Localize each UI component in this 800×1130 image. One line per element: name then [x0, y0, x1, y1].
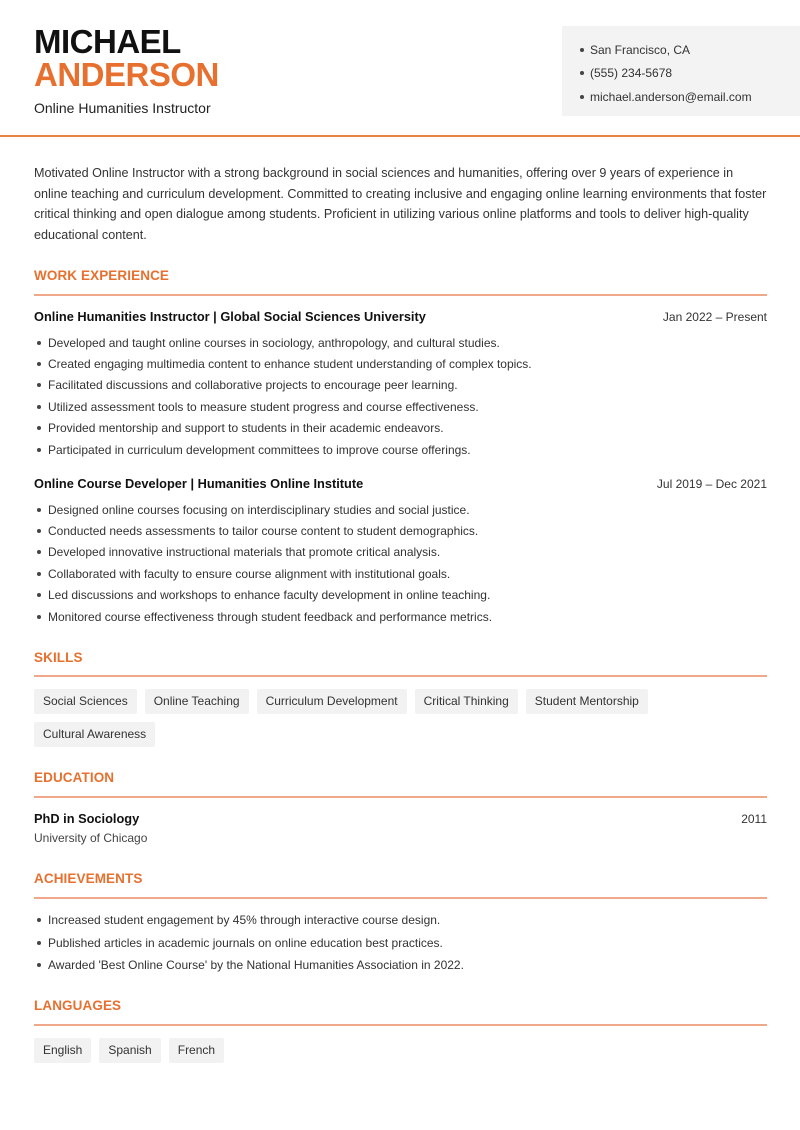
graduation-year: 2011: [741, 812, 767, 826]
education-header: [34, 811, 767, 826]
list-item: Participated in curriculum development committees to improve course offerings.: [34, 439, 532, 460]
degree: PhD in Sociology: [34, 811, 140, 826]
bullet-icon: [37, 508, 41, 512]
list-item: Provided mentorship and support to students in their academic endeavors.: [34, 418, 532, 439]
contact-box: [562, 26, 800, 116]
list-item: Conducted needs assessments to tailor course content to student demographics.: [34, 520, 492, 541]
bullet-icon: [37, 941, 41, 945]
section-title-skills: SKILLS: [34, 650, 83, 665]
skill-chip: Online Teaching: [145, 689, 249, 714]
section-title-education: EDUCATION: [34, 770, 115, 785]
bullet-icon: [37, 362, 41, 366]
list-item: Utilized assessment tools to measure student progress and course effectiveness.: [34, 396, 532, 417]
last-name: ANDERSON: [34, 56, 219, 93]
bullet-icon: [580, 71, 584, 75]
section-divider: [34, 675, 767, 677]
summary: Motivated Online Instructor with a strong background in social sciences and humanities, offering over 9 years of experience in online teaching and curriculum development. Committed to creating inclusive and engaging online learning environments that foster critical thinking and open dialogue among students. Proficient in utilizing various online platforms and tools to deliver high-quality educational content.: [34, 166, 767, 243]
bullet-icon: [37, 341, 41, 345]
job-bullets: [34, 332, 532, 460]
section-title-languages: LANGUAGES: [34, 998, 122, 1013]
bullet-icon: [37, 963, 41, 967]
bullet-icon: [580, 48, 584, 52]
list-item: Monitored course effectiveness through student feedback and performance metrics.: [34, 606, 492, 627]
languages-list: [34, 1038, 767, 1063]
skill-chip: Cultural Awareness: [34, 722, 155, 747]
bullet-icon: [37, 405, 41, 409]
section-divider: [34, 1024, 767, 1026]
language-chip: French: [169, 1038, 224, 1063]
section-title-achievements: ACHIEVEMENTS: [34, 871, 143, 886]
bullet-icon: [580, 95, 584, 99]
skill-chip: Student Mentorship: [526, 689, 648, 714]
bullet-icon: [37, 918, 41, 922]
bullet-icon: [37, 383, 41, 387]
bullet-icon: [37, 593, 41, 597]
job-date: Jan 2022 – Present: [662, 310, 767, 324]
list-item: Increased student engagement by 45% through interactive course design.: [34, 909, 464, 932]
bullet-icon: [37, 615, 41, 619]
job-header: [34, 309, 767, 324]
bullet-icon: [37, 529, 41, 533]
skill-chip: Curriculum Development: [257, 689, 407, 714]
job-bullets: [34, 499, 492, 627]
section-divider: [34, 294, 767, 296]
list-item: Developed and taught online courses in sociology, anthropology, and cultural studies.: [34, 332, 532, 353]
first-name: MICHAEL: [34, 23, 181, 60]
section-divider: [34, 897, 767, 899]
achievements-list: [34, 909, 464, 977]
bullet-icon: [37, 550, 41, 554]
list-item: Facilitated discussions and collaborative projects to encourage peer learning.: [34, 375, 532, 396]
job-role: Online Course Developer | Humanities Online Institute: [34, 476, 364, 491]
job-role: Online Humanities Instructor | Global Social Sciences University: [34, 309, 426, 324]
section-title-work: WORK EXPERIENCE: [34, 268, 170, 283]
job-date: Jul 2019 – Dec 2021: [656, 477, 767, 491]
language-chip: English: [34, 1038, 91, 1063]
language-chip: Spanish: [99, 1038, 160, 1063]
resume-header: [0, 0, 800, 137]
bullet-icon: [37, 426, 41, 430]
section-divider: [34, 796, 767, 798]
skill-chip: Social Sciences: [34, 689, 137, 714]
skills-list: [34, 689, 767, 747]
skill-chip: Critical Thinking: [415, 689, 518, 714]
school: University of Chicago: [34, 831, 148, 845]
list-item: Led discussions and workshops to enhance faculty development in online teaching.: [34, 585, 492, 606]
list-item: Developed innovative instructional materials that promote critical analysis.: [34, 542, 492, 563]
bullet-icon: [37, 572, 41, 576]
list-item: Designed online courses focusing on interdisciplinary studies and social justice.: [34, 499, 492, 520]
bullet-icon: [37, 448, 41, 452]
list-item: Created engaging multimedia content to enhance student understanding of complex topics.: [34, 353, 532, 374]
job-header: [34, 476, 767, 491]
list-item: Collaborated with faculty to ensure course alignment with institutional goals.: [34, 563, 492, 584]
contact-phone: (555) 234-5678: [580, 62, 800, 86]
list-item: Published articles in academic journals on online education best practices.: [34, 932, 464, 955]
contact-email[interactable]: michael.anderson@email.com: [580, 85, 800, 109]
list-item: Awarded 'Best Online Course' by the National Humanities Association in 2022.: [34, 954, 464, 977]
job-title: Online Humanities Instructor: [34, 100, 211, 116]
contact-location: San Francisco, CA: [580, 38, 800, 62]
